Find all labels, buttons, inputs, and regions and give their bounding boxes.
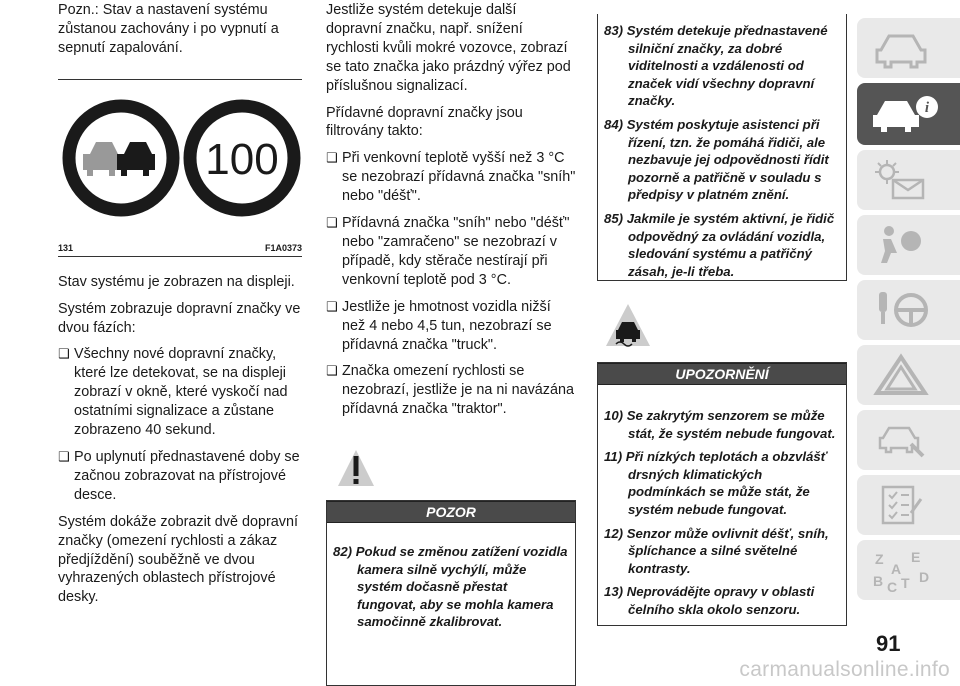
caution-note: 10) Se zakrytým senzorem se může stát, že systém nebude fungovat. [604,408,836,441]
warning-note: 82) Pokud se změnou zatížení vozidla kamera silně vychýlí, může systém dočasně přestat fungovat, aby se mohla kamera samočinně zkalibrovat. [333,544,568,630]
watermark: carmanualsonline.info [739,658,950,681]
list-item: ❑ Při venkovní teplotě vyšší než 3 °C se nezobrazí přídavná značka "sníh" nebo "déšť". [326,150,576,205]
tab-safety[interactable] [857,215,960,275]
svg-text:T: T [901,575,910,591]
svg-text:A: A [891,561,902,577]
bullet-list [58,345,304,504]
svg-text:B: B [873,573,884,589]
tab-lights[interactable] [857,150,960,210]
tab-technical-data[interactable] [857,475,960,535]
list-item: ❑ Po uplynutí přednastavené doby se začnou zobrazovat na přístrojové desce. [58,448,300,503]
tab-starting[interactable] [857,280,960,340]
figure-code: F1A0373 [264,242,302,253]
caution-note: 13) Neprovádějte opravy v oblasti čelního skla okolo senzoru. [604,584,815,617]
intro-note: Pozn.: Stav a nastavení systému zůstanou zachovány i po vypnutí a sepnutí zapalování. [58,2,279,56]
checkbox-bullet-icon: ❑ [326,363,338,379]
no-overtaking-sign [69,106,173,210]
car-info-icon [871,91,941,137]
wrench-car-icon [871,418,931,462]
checklist-icon [871,483,931,527]
checkbox-bullet-icon: ❑ [58,448,70,464]
list-item: ❑ Všechny nové dopravní značky, které lze detekovat, se na displeji zobrazí v okně, které vyskočí nad ostatními signalizace a zůstane zobrazeno 40 sekund. [58,346,288,439]
column-2 [326,1,576,427]
checkbox-bullet-icon: ❑ [326,215,338,231]
note-item: 85) Jakmile je systém aktivní, je řidič odpovědný za ovládání vozidla, sledování systému a patřičný zásah, je-li třeba. [604,210,835,279]
checkbox-bullet-icon: ❑ [326,298,338,314]
tab-car[interactable] [857,18,960,78]
svg-text:Z: Z [875,551,884,567]
list-item: ❑ Přídavná značka "sníh" nebo "déšť" nebo "zamračeno" se nezobrazí v případě, kdy stěrače nestírají při venkovní teplotě pod 3 °C. [326,215,570,288]
traffic-signs-illustration [58,80,302,230]
warning-body [326,500,576,686]
speed-limit-sign [190,106,294,210]
tab-index[interactable] [857,540,960,600]
figure-131 [58,79,302,257]
chapter-tabs [857,18,960,605]
svg-text:C: C [887,579,898,594]
lights-mail-icon [871,158,931,202]
speed-limit-value: 100 [205,134,279,184]
checkbox-bullet-icon: ❑ [58,346,70,362]
bullet-list [326,149,576,419]
tab-maintenance[interactable] [857,410,960,470]
list-item: ❑ Značka omezení rychlosti se nezobrazí, jestliže je na ni navázána přídavná značka "traktor". [326,363,574,418]
svg-text:D: D [919,569,930,585]
note-item: 83) Systém detekuje přednastavené silniční značky, za dobré viditelnosti a vzdálenosti od značek vidí všechny dopravní značky. [604,23,828,109]
figure-number: 131 [58,242,74,253]
note-item: 84) Systém poskytuje asistenci při řízení, tzn. že pomáhá řidiči, ale nezbavuje jej odpovědnosti řídit pozorně a patřičně v souladu s předpisy v platném znění. [604,116,829,203]
caution-note: 12) Senzor může ovlivnit déšť, sníh, šplíchance a silné světelné kontrasty. [604,525,829,576]
svg-text:i: i [924,100,930,116]
notes-box [597,14,847,281]
svg-text:E: E [911,549,921,565]
warning-title: POZOR [327,501,575,523]
caution-note: 11) Při nízkých teplotách a obzvlášť drsných klimatických podmínkách se může stát, že systém nebude fungovat. [604,449,828,517]
warning-triangle-icon [871,353,931,397]
tab-emergency[interactable] [857,345,960,405]
key-steering-icon [871,288,931,332]
index-letters-icon [871,548,941,594]
caution-body [597,362,847,626]
list-item: ❑ Jestliže je hmotnost vozidla nižší než 4 nebo 4,5 tun, nezobrazí se přídavná značka "truck". [326,298,552,353]
caution-title: UPOZORNĚNÍ [598,363,846,385]
paragraph: Stav systému je zobrazen na displeji. [58,273,295,290]
paragraph: Systém zobrazuje dopravní značky ve dvou fázích: [58,300,301,336]
tab-car-info[interactable] [857,83,960,145]
paragraph: Systém dokáže zobrazit dvě dopravní značky (omezení rychlosti a zákaz předjíždění) souběžně ve dvou vyhrazených oblastech přístrojové desky. [58,513,298,606]
column-1 [58,1,304,615]
checkbox-bullet-icon: ❑ [326,150,338,166]
paragraph: Přídavné dopravní značky jsou filtrovány takto: [326,104,523,140]
airbag-icon [871,223,931,267]
car-skid-warning-icon [603,300,653,350]
car-icon [871,26,931,70]
page-number: 91 [876,631,901,656]
exclamation-warning-icon [336,446,376,490]
paragraph: Jestliže systém detekuje další dopravní značku, např. snížení rychlosti kvůli mokré vozovce, zobrazí se tato značka jako prázdný výřez pod příslušnou signalizací. [326,2,571,94]
